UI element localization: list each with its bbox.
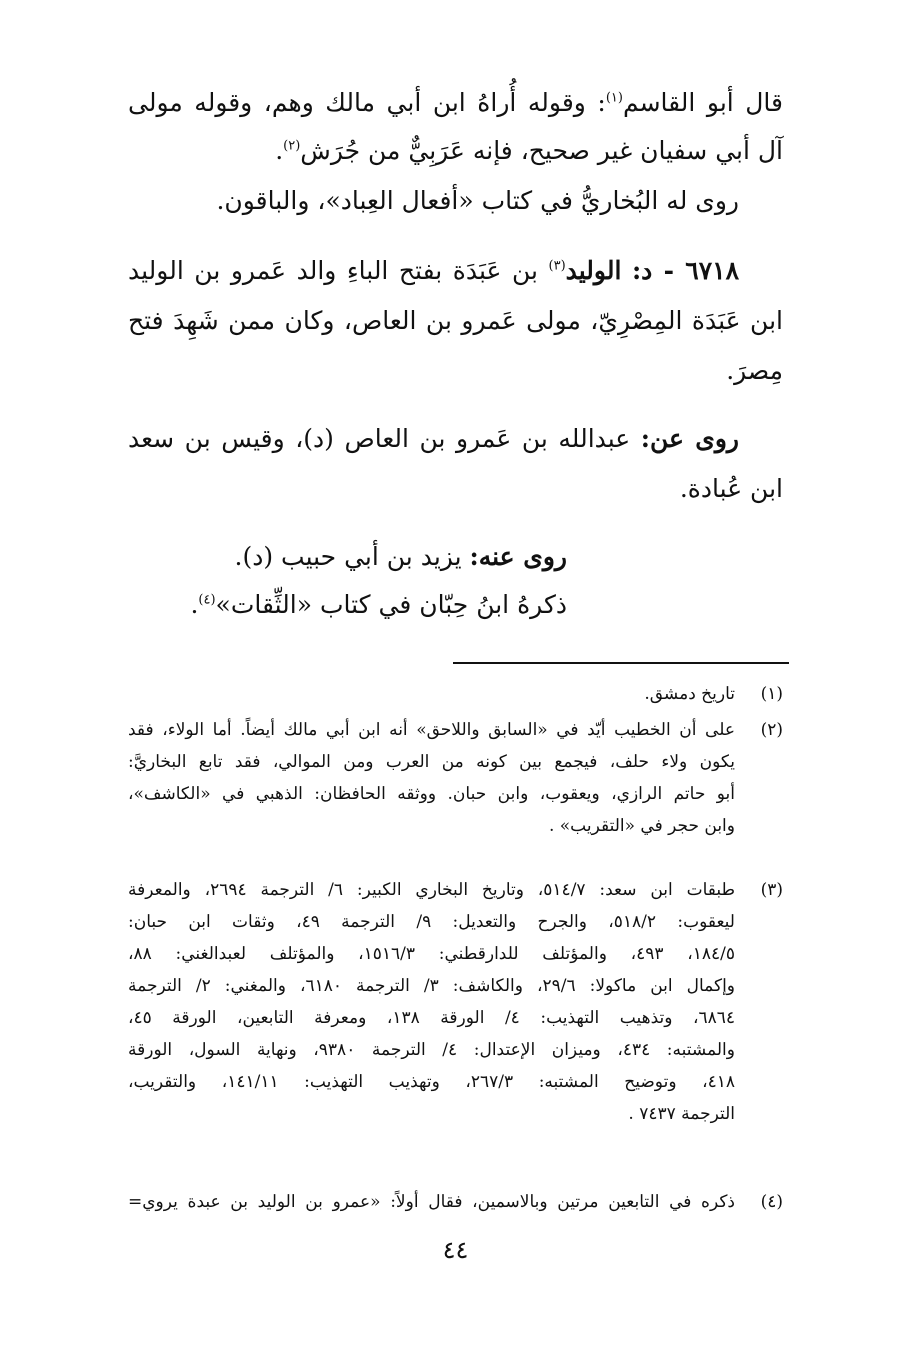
footnote-1: [128, 678, 783, 710]
footnote-separator: [453, 662, 789, 664]
footnote-ref-3[interactable]: (٣): [548, 258, 566, 274]
rawa-an-line-2: ابن عُبادة.: [679, 474, 783, 503]
footnote-line: يكون ولاء حلف، فيجمع بين كونه من العرب ومن الموالي، فقد تابع البخاريَّ:: [128, 752, 735, 772]
footnote-line: طبقات ابن سعد: ٥١٤/٧، وتاريخ البخاري الكبير: ٦/ الترجمة ٢٦٩٤، والمعرفة: [128, 880, 736, 900]
footnote-3: [128, 874, 783, 1130]
rawa-an-label: روى عن:: [640, 424, 739, 453]
footnote-line: تاريخ دمشق.: [644, 684, 735, 704]
entry-line-3: مِصرَ.: [726, 356, 783, 385]
rawa-anhu-label: روى عنه:: [469, 542, 567, 571]
footnote-line: والمشتبه: ٤٣٤، وميزان الإعتدال: ٤/ الترجمة ٩٣٨٠، ونهاية السول، الورقة: [128, 1040, 735, 1060]
footnote-number: (٤): [760, 1192, 783, 1212]
rawa-anhu-line: روى عنه: يزيد بن أبي حبيب (د).: [234, 542, 567, 571]
footnote-line: الترجمة ٧٤٣٧ .: [628, 1104, 735, 1124]
entry-line-2: ابن عَبَدَة المِصْرِيّ، مولى عَمرو بن العاص، وكان ممن شَهِدَ فتح: [128, 306, 783, 335]
main-line-2: آل أبي سفيان غير صحيح، فإنه عَرَبِيٌّ من جُرَش$^{(٢)}$.: [275, 136, 783, 165]
footnote-line: ٦٨٦٤، وتذهيب التهذيب: ٤/ الورقة ١٣٨، ومعرفة التابعين، الورقة ٤٥،: [128, 1008, 736, 1028]
footnote-line: وإكمال ابن ماكولا: ٢٩/٦، والكاشف: ٣/ الترجمة ٦١٨٠، والمغني: ٢/ الترجمة: [128, 976, 736, 996]
footnote-line: أبو حاتم الرازي، ويعقوب، وابن حبان. ووثقه الحافظان: الذهبي في «الكاشف»،: [128, 784, 735, 804]
footnote-number: (٣): [760, 880, 783, 900]
page-number: ٤٤: [442, 1236, 469, 1264]
footnote-line: على أن الخطيب أيّد في «السابق واللاحق» أنه ابن أبي مالك أيضاً. أما الولاء، فقد: [128, 720, 735, 740]
footnote-line: ليعقوب: ٥١٨/٢، والجرح والتعديل: ٩/ الترجمة ٤٩، وثقات ابن حبان:: [128, 912, 735, 932]
footnote-ref-1[interactable]: (١): [605, 90, 623, 106]
footnote-line: ١٨٤/٥، ٤٩٣، والمؤتلف للدارقطني: ١٥١٦/٣، والمؤتلف لعبدالغني: ٨٨،: [128, 944, 735, 964]
footnote-line: ذكره في التابعين مرتين وبالاسمين، فقال أولاً: «عمرو بن الوليد بن عبدة يروي=: [128, 1192, 735, 1212]
footnote-number: (١): [760, 684, 783, 704]
entry-name: الوليد: [565, 256, 622, 285]
footnote-ref-4[interactable]: (٤): [198, 592, 216, 608]
main-line-3: روى له البُخاريُّ في كتاب «أفعال العِباد»، والباقون.: [216, 186, 739, 215]
entry-number: ٦٧١٨ - د:: [631, 256, 739, 285]
rawa-an-line-1: روى عن: عبدالله بن عَمرو بن العاص (د)، وقيس بن سعد: [128, 424, 739, 453]
footnote-2: [128, 714, 783, 842]
entry-heading-line: ٦٧١٨ - د: الوليد$^{(٣)}$ بن عَبَدَة بفتح الباءِ والد عَمرو بن الوليد: [128, 256, 739, 285]
footnote-number: (٢): [760, 720, 783, 740]
dhakarahu-line: ذكرهُ ابنُ حِبّان في كتاب «الثِّقات»$^{(٤)}$.: [190, 590, 567, 619]
footnote-4: [128, 1186, 783, 1218]
main-line-1: قال أبو القاسم$^{(١)}$: وقوله أُراهُ ابن أبي مالك وهم، وقوله مولى: [128, 88, 783, 117]
footnote-line: ٤١٨، وتوضيح المشتبه: ٢٦٧/٣، وتهذيب التهذيب: ١٤١/١١، والتقريب،: [128, 1072, 735, 1092]
footnote-line: وابن حجر في «التقريب» .: [548, 816, 735, 836]
footnote-ref-2[interactable]: (٢): [283, 138, 301, 154]
